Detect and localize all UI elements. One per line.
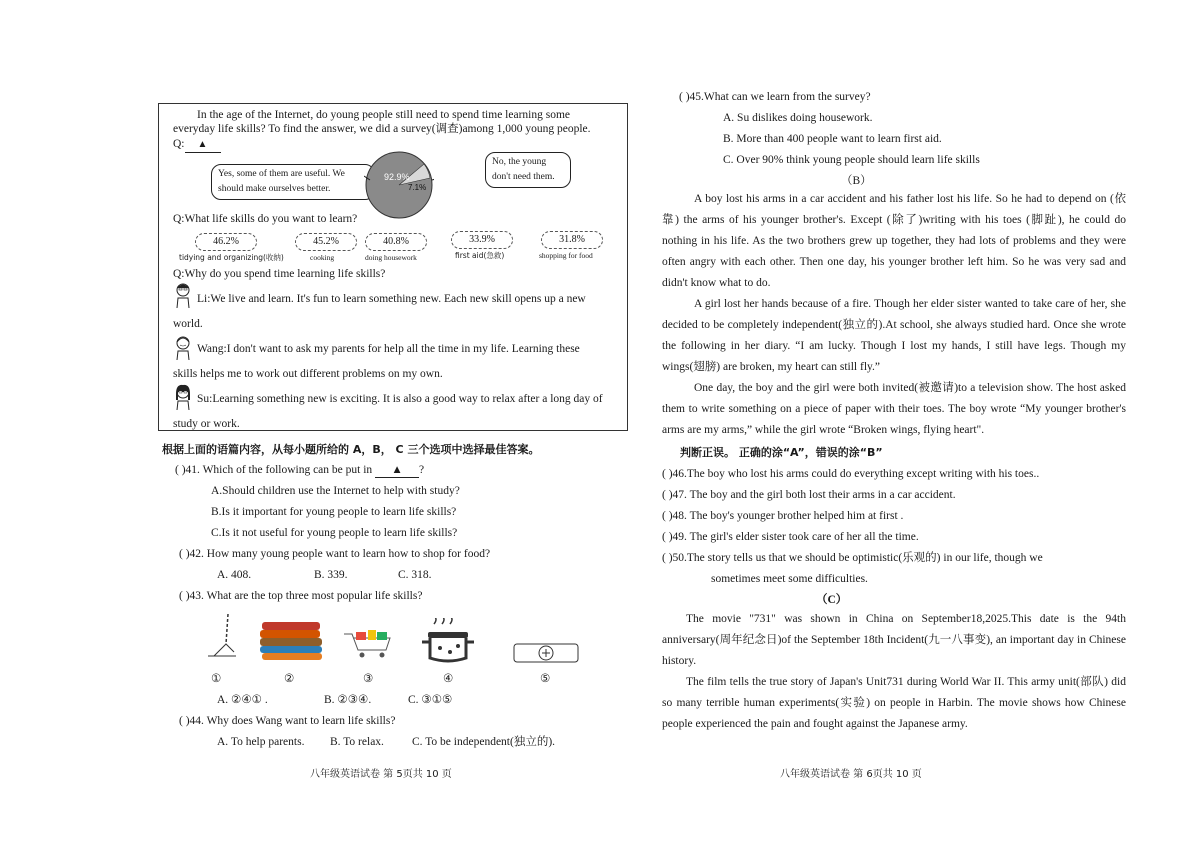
picture-number-4: ④ [443, 673, 454, 685]
passage-b [662, 189, 1126, 441]
survey-box [158, 103, 628, 431]
judge-instruction: 判断正误。 正确的涂“A”，错误的涂“B” [680, 446, 883, 459]
passage-c-paragraph-2: The film tells the true story of Japan's Unit731 during World War II. This army unit(部队) did so many terrible human experiments(实验) on people in Harbin. The movie shows how Chinese people experienced the pain and fought against the Japanese army. [662, 676, 1126, 730]
li-answer-line1: Li:We live and learn. It's fun to learn something new. Each new skill opens up a new [197, 293, 586, 305]
wang-avatar-icon [175, 334, 191, 360]
q42-option-c: C. 318. [398, 569, 432, 581]
q43-option-b: B. ②③④. [324, 694, 372, 706]
speech-bubble-yes: Yes, some of them are useful. We should make ourselves better. [211, 164, 375, 200]
skill-label-shopping: shopping for food [539, 251, 593, 260]
skill-pct-housework: 40.8% [365, 233, 427, 251]
su-answer-line1: Su:Learning something new is exciting. It is also a good way to relax after a long day of [197, 393, 603, 405]
skill-pct-tidying: 46.2% [195, 233, 257, 251]
passage-c-paragraph-1: The movie "731" was shown in China on September18,2025.This date is the 94th anniversary(周年纪念日)of the September 18th Incident(九一八事变), an important day in Chinese history. [662, 613, 1126, 667]
question-48: ( )48. The boy's younger brother helped him at first . [662, 510, 904, 522]
picture-number-2: ② [284, 673, 295, 685]
question-43: ( )43. What are the top three most popular life skills? [179, 590, 423, 602]
q43-option-a: A. ②④① . [217, 694, 268, 706]
right-page-footer: 八年级英语试卷 第 6页共 10 页 [780, 769, 922, 780]
q41-option-c: C.Is it not useful for young people to learn life skills? [211, 527, 458, 539]
question-49: ( )49. The girl's elder sister took care of her all the time. [662, 531, 919, 543]
triangle-blank-icon: ▲ [185, 138, 221, 153]
survey-intro-line2: everyday life skills? To find the answer, we did a survey(调查)among 1,000 young people. [173, 123, 591, 135]
skill-pct-shopping: 31.8% [541, 231, 603, 249]
survey-pie-chart [364, 150, 434, 220]
q44-option-a: A. To help parents. [217, 736, 305, 748]
cooking-pot-icon [420, 618, 476, 664]
question-two: Q:What life skills do you want to learn? [173, 213, 358, 225]
q45-option-c: C. Over 90% think young people should learn life skills [723, 154, 980, 166]
q44-option-c: C. To be independent(独立的). [412, 736, 556, 748]
q45-option-a: A. Su dislikes doing housework. [723, 112, 873, 124]
question-50-line1: ( )50.The story tells us that we should be optimistic(乐观的) in our life, though we [662, 552, 1043, 564]
broom-icon [204, 612, 244, 660]
skill-pct-cooking: 45.2% [295, 233, 357, 251]
speech-bubble-no: No, the young don't need them. [485, 152, 571, 188]
passage-b-paragraph-2: A girl lost her hands because of a fire. Though her elder sister wanted to take care of her, she decided to be completely independent(独立的).At school, she always studied hard. Once she wrote the following in her diary. “I am lucky. Though I lost my hands, I still have legs. Though my wings(翅膀) are broken, my heart can still fly.” [662, 298, 1126, 373]
q42-option-a: A. 408. [217, 569, 252, 581]
question-42: ( )42. How many young people want to learn how to shop for food? [179, 548, 491, 560]
question-three: Q:Why do you spend time learning life skills? [173, 268, 386, 280]
triangle-blank-icon: ▲ [375, 463, 419, 478]
skill-label-tidying: tidying and organizing(收纳) [179, 253, 284, 262]
passage-c [662, 609, 1126, 735]
q45-option-b: B. More than 400 people want to learn first aid. [723, 133, 942, 145]
question-46: ( )46.The boy who lost his arms could do everything except writing with his toes.. [662, 468, 1040, 480]
folded-clothes-icon [258, 620, 324, 662]
picture-number-5: ⑤ [540, 673, 551, 685]
section-b-heading: （B） [841, 175, 872, 187]
q41-option-a: A.Should children use the Internet to help with study? [211, 485, 460, 497]
question-47: ( )47. The boy and the girl both lost their arms in a car accident. [662, 489, 956, 501]
skill-label-first-aid: first aid(急救) [455, 251, 505, 260]
q41-option-b: B.Is it important for young people to learn life skills? [211, 506, 457, 518]
wang-answer-line2: skills helps me to work out different problems on my own. [173, 368, 443, 380]
q42-option-b: B. 339. [314, 569, 348, 581]
survey-intro-line1: In the age of the Internet, do young people still need to spend time learning some [197, 109, 571, 121]
wang-answer-line1: Wang:I don't want to ask my parents for help all the time in my life. Learning these [197, 343, 580, 355]
skill-label-housework: doing housework [365, 253, 417, 262]
question-label: Q: ▲ [173, 137, 221, 153]
question-45: ( )45.What can we learn from the survey? [679, 91, 871, 103]
li-answer-line2: world. [173, 318, 203, 330]
skill-pct-first-aid: 33.9% [451, 231, 513, 249]
q43-option-c: C. ③①⑤ [408, 694, 453, 706]
first-aid-kit-icon [510, 640, 582, 666]
picture-number-3: ③ [363, 673, 374, 685]
q44-option-b: B. To relax. [330, 736, 384, 748]
skill-label-cooking: cooking [310, 253, 335, 262]
picture-number-1: ① [211, 673, 222, 685]
question-50-line2: sometimes meet some difficulties. [711, 573, 868, 585]
pie-label-big: 92.9% [384, 172, 410, 182]
question-41: ( )41. Which of the following can be put in ▲ ? [175, 464, 425, 476]
pie-label-small: 7.1% [408, 183, 427, 192]
passage-b-paragraph-3: One day, the boy and the girl were both invited(被邀请)to a television show. The host asked them to write something on a piece of paper with their toes. The boy wrote “My younger brother's arms are my arms,” while the girl wrote “Broken wings, flying heart". [662, 382, 1126, 436]
passage-b-paragraph-1: A boy lost his arms in a car accident and his father lost his life. So he had to depend on (依靠) the arms of his younger brother's. Except (除了)writing with his toes (脚趾), he could do nothing in his life. As the two brothers grew up together, they had lots of problems and they were often angry with each other. Then one day, his younger brother left him. So he was very sad and didn't know what to do. [662, 193, 1126, 289]
question-44: ( )44. Why does Wang want to learn life skills? [179, 715, 396, 727]
section-c-heading: （C） [816, 594, 848, 606]
left-page-footer: 八年级英语试卷 第 5页共 10 页 [310, 769, 452, 780]
su-avatar-icon [175, 384, 191, 410]
li-avatar-icon [175, 282, 191, 308]
su-answer-line2: study or work. [173, 418, 240, 430]
left-instruction: 根据上面的语篇内容，从每小题所给的 A，B， C 三个选项中选择最佳答案。 [162, 443, 540, 456]
shopping-cart-icon [342, 628, 394, 660]
